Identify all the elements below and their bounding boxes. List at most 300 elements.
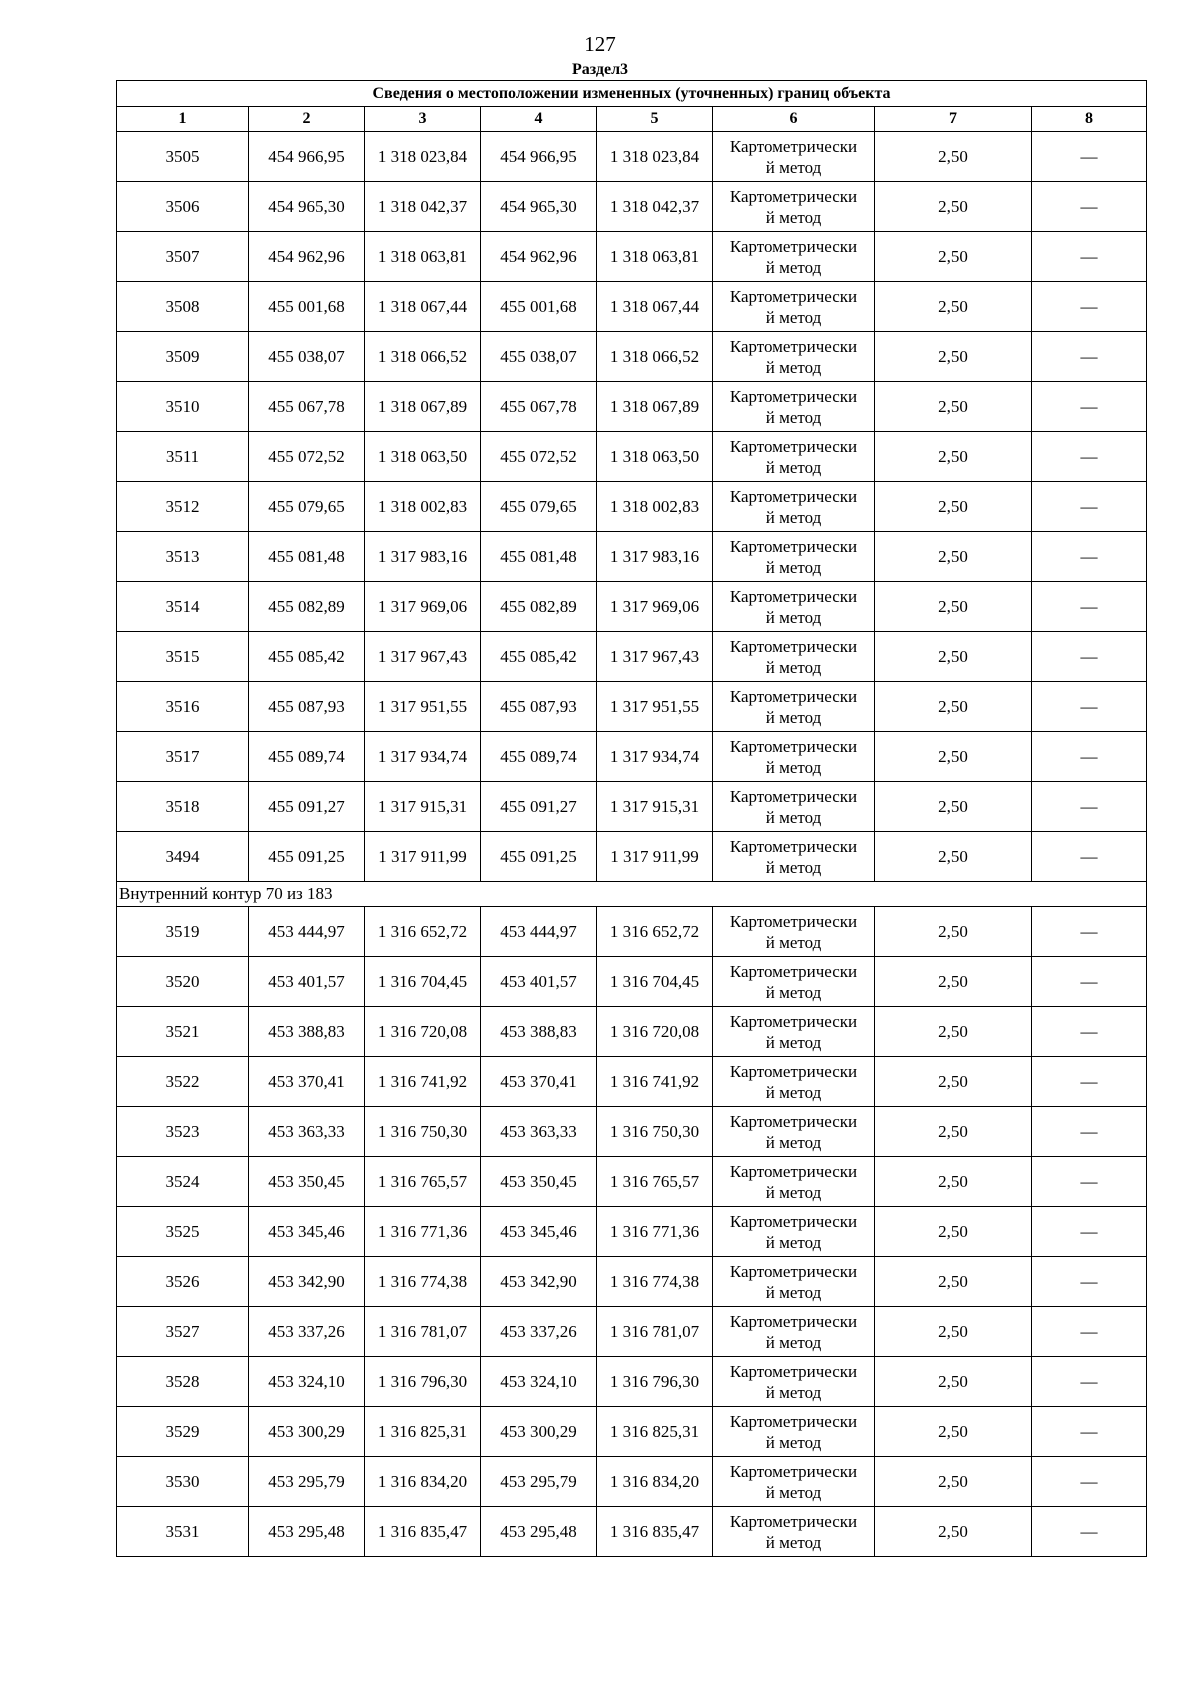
method-line: й метод (765, 457, 822, 477)
x-coordinate-refined-cell: 453 350,45 (481, 1157, 597, 1207)
y-coordinate-refined-cell: 1 317 915,31 (597, 782, 713, 832)
method-cell (713, 682, 875, 732)
point-number-cell: 3519 (117, 907, 249, 957)
column-number: 5 (597, 107, 713, 132)
method-line: Картометрически (729, 686, 858, 706)
method-cell (713, 1507, 875, 1557)
table-row (117, 1307, 1147, 1357)
y-coordinate-refined-cell: 1 317 967,43 (597, 632, 713, 682)
column-number-row (117, 107, 1147, 132)
method-line: й метод (765, 1482, 822, 1502)
column-number: 2 (249, 107, 365, 132)
point-number-cell: 3505 (117, 132, 249, 182)
method-line: Картометрически (729, 336, 858, 356)
method-line: Картометрически (729, 911, 858, 931)
precision-cell: 2,50 (875, 1057, 1032, 1107)
x-coordinate-refined-cell: 453 370,41 (481, 1057, 597, 1107)
method-line: Картометрически (729, 1061, 858, 1081)
y-coordinate-cell: 1 316 750,30 (365, 1107, 481, 1157)
y-coordinate-cell: 1 317 969,06 (365, 582, 481, 632)
method-line: Картометрически (729, 736, 858, 756)
method-line: й метод (765, 507, 822, 527)
y-coordinate-refined-cell: 1 316 796,30 (597, 1357, 713, 1407)
precision-cell: 2,50 (875, 432, 1032, 482)
dash-cell: — (1032, 632, 1147, 682)
x-coordinate-refined-cell: 455 072,52 (481, 432, 597, 482)
x-coordinate-cell: 453 300,29 (249, 1407, 365, 1457)
column-number: 8 (1032, 107, 1147, 132)
method-line: Картометрически (729, 1211, 858, 1231)
point-number-cell: 3507 (117, 232, 249, 282)
method-line: й метод (765, 1432, 822, 1452)
table-row (117, 957, 1147, 1007)
dash-cell: — (1032, 782, 1147, 832)
x-coordinate-refined-cell: 455 067,78 (481, 382, 597, 432)
outer-contour-rows (117, 132, 1147, 882)
method-line: Картометрически (729, 786, 858, 806)
method-line: й метод (765, 1332, 822, 1352)
precision-cell: 2,50 (875, 482, 1032, 532)
column-number: 1 (117, 107, 249, 132)
precision-cell: 2,50 (875, 182, 1032, 232)
point-number-cell: 3509 (117, 332, 249, 382)
x-coordinate-cell: 455 091,25 (249, 832, 365, 882)
method-line: Картометрически (729, 961, 858, 981)
method-cell (713, 1157, 875, 1207)
point-number-cell: 3494 (117, 832, 249, 882)
method-line: й метод (765, 1232, 822, 1252)
method-line: Картометрически (729, 636, 858, 656)
y-coordinate-refined-cell: 1 316 834,20 (597, 1457, 713, 1507)
method-line: й метод (765, 1032, 822, 1052)
method-cell (713, 957, 875, 1007)
method-cell (713, 182, 875, 232)
table-row (117, 682, 1147, 732)
x-coordinate-refined-cell: 453 345,46 (481, 1207, 597, 1257)
precision-cell: 2,50 (875, 907, 1032, 957)
x-coordinate-refined-cell: 453 295,79 (481, 1457, 597, 1507)
x-coordinate-refined-cell: 454 966,95 (481, 132, 597, 182)
contour-label: Внутренний контур 70 из 183 (117, 882, 1147, 907)
y-coordinate-cell: 1 317 983,16 (365, 532, 481, 582)
x-coordinate-cell: 453 444,97 (249, 907, 365, 957)
y-coordinate-refined-cell: 1 316 704,45 (597, 957, 713, 1007)
precision-cell: 2,50 (875, 532, 1032, 582)
y-coordinate-cell: 1 316 704,45 (365, 957, 481, 1007)
method-line: й метод (765, 657, 822, 677)
x-coordinate-refined-cell: 455 091,27 (481, 782, 597, 832)
column-number: 7 (875, 107, 1032, 132)
y-coordinate-cell: 1 318 042,37 (365, 182, 481, 232)
x-coordinate-cell: 454 965,30 (249, 182, 365, 232)
x-coordinate-cell: 453 295,79 (249, 1457, 365, 1507)
method-line: Картометрически (729, 486, 858, 506)
y-coordinate-refined-cell: 1 317 951,55 (597, 682, 713, 732)
table-row (117, 732, 1147, 782)
method-line: Картометрически (729, 236, 858, 256)
dash-cell: — (1032, 832, 1147, 882)
y-coordinate-cell: 1 316 720,08 (365, 1007, 481, 1057)
method-line: Картометрически (729, 536, 858, 556)
x-coordinate-cell: 455 082,89 (249, 582, 365, 632)
dash-cell: — (1032, 907, 1147, 957)
method-cell (713, 582, 875, 632)
coordinates-table (116, 80, 1147, 1557)
y-coordinate-refined-cell: 1 316 835,47 (597, 1507, 713, 1557)
table-row (117, 1157, 1147, 1207)
column-number: 3 (365, 107, 481, 132)
method-cell (713, 282, 875, 332)
precision-cell: 2,50 (875, 1157, 1032, 1207)
point-number-cell: 3520 (117, 957, 249, 1007)
x-coordinate-cell: 455 072,52 (249, 432, 365, 482)
point-number-cell: 3506 (117, 182, 249, 232)
x-coordinate-cell: 453 324,10 (249, 1357, 365, 1407)
method-cell (713, 432, 875, 482)
y-coordinate-cell: 1 316 834,20 (365, 1457, 481, 1507)
x-coordinate-refined-cell: 455 038,07 (481, 332, 597, 382)
precision-cell: 2,50 (875, 1407, 1032, 1457)
dash-cell: — (1032, 532, 1147, 582)
y-coordinate-refined-cell: 1 318 063,81 (597, 232, 713, 282)
dash-cell: — (1032, 957, 1147, 1007)
y-coordinate-cell: 1 316 741,92 (365, 1057, 481, 1107)
y-coordinate-cell: 1 316 835,47 (365, 1507, 481, 1557)
method-cell (713, 1357, 875, 1407)
dash-cell: — (1032, 582, 1147, 632)
precision-cell: 2,50 (875, 732, 1032, 782)
x-coordinate-refined-cell: 454 962,96 (481, 232, 597, 282)
precision-cell: 2,50 (875, 782, 1032, 832)
method-cell (713, 1057, 875, 1107)
point-number-cell: 3518 (117, 782, 249, 832)
contour-separator (117, 882, 1147, 907)
precision-cell: 2,50 (875, 682, 1032, 732)
table-row (117, 332, 1147, 382)
method-line: й метод (765, 307, 822, 327)
method-line: й метод (765, 932, 822, 952)
x-coordinate-refined-cell: 454 965,30 (481, 182, 597, 232)
method-cell (713, 1207, 875, 1257)
table-row (117, 232, 1147, 282)
table-row (117, 282, 1147, 332)
y-coordinate-refined-cell: 1 316 652,72 (597, 907, 713, 957)
method-line: Картометрически (729, 136, 858, 156)
precision-cell: 2,50 (875, 1507, 1032, 1557)
method-line: Картометрически (729, 1261, 858, 1281)
method-line: й метод (765, 757, 822, 777)
table-row (117, 382, 1147, 432)
point-number-cell: 3514 (117, 582, 249, 632)
point-number-cell: 3529 (117, 1407, 249, 1457)
dash-cell: — (1032, 1307, 1147, 1357)
x-coordinate-cell: 455 089,74 (249, 732, 365, 782)
method-line: й метод (765, 1532, 822, 1552)
precision-cell: 2,50 (875, 582, 1032, 632)
y-coordinate-refined-cell: 1 317 911,99 (597, 832, 713, 882)
x-coordinate-cell: 453 337,26 (249, 1307, 365, 1357)
point-number-cell: 3515 (117, 632, 249, 682)
point-number-cell: 3521 (117, 1007, 249, 1057)
method-line: Картометрически (729, 1411, 858, 1431)
method-line: й метод (765, 1282, 822, 1302)
x-coordinate-refined-cell: 453 300,29 (481, 1407, 597, 1457)
point-number-cell: 3517 (117, 732, 249, 782)
point-number-cell: 3512 (117, 482, 249, 532)
y-coordinate-refined-cell: 1 318 042,37 (597, 182, 713, 232)
y-coordinate-refined-cell: 1 316 741,92 (597, 1057, 713, 1107)
inner-contour-rows (117, 907, 1147, 1557)
method-cell (713, 1407, 875, 1457)
y-coordinate-refined-cell: 1 316 765,57 (597, 1157, 713, 1207)
x-coordinate-cell: 455 038,07 (249, 332, 365, 382)
precision-cell: 2,50 (875, 632, 1032, 682)
table-row (117, 1257, 1147, 1307)
method-line: Картометрически (729, 186, 858, 206)
table-row (117, 1057, 1147, 1107)
x-coordinate-cell: 455 085,42 (249, 632, 365, 682)
y-coordinate-refined-cell: 1 316 781,07 (597, 1307, 713, 1357)
y-coordinate-cell: 1 316 774,38 (365, 1257, 481, 1307)
y-coordinate-cell: 1 318 063,81 (365, 232, 481, 282)
table-row (117, 907, 1147, 957)
dash-cell: — (1032, 1457, 1147, 1507)
table-row (117, 132, 1147, 182)
x-coordinate-refined-cell: 453 363,33 (481, 1107, 597, 1157)
y-coordinate-cell: 1 318 067,44 (365, 282, 481, 332)
page-number: 127 (584, 32, 616, 56)
x-coordinate-cell: 455 081,48 (249, 532, 365, 582)
method-line: Картометрически (729, 1011, 858, 1031)
precision-cell: 2,50 (875, 957, 1032, 1007)
dash-cell: — (1032, 332, 1147, 382)
y-coordinate-cell: 1 317 967,43 (365, 632, 481, 682)
y-coordinate-cell: 1 316 796,30 (365, 1357, 481, 1407)
x-coordinate-cell: 455 001,68 (249, 282, 365, 332)
precision-cell: 2,50 (875, 1457, 1032, 1507)
y-coordinate-cell: 1 318 066,52 (365, 332, 481, 382)
method-line: й метод (765, 982, 822, 1002)
y-coordinate-cell: 1 316 825,31 (365, 1407, 481, 1457)
point-number-cell: 3522 (117, 1057, 249, 1107)
y-coordinate-refined-cell: 1 316 825,31 (597, 1407, 713, 1457)
method-line: й метод (765, 257, 822, 277)
dash-cell: — (1032, 1507, 1147, 1557)
method-line: Картометрически (729, 1311, 858, 1331)
x-coordinate-cell: 455 087,93 (249, 682, 365, 732)
y-coordinate-refined-cell: 1 316 774,38 (597, 1257, 713, 1307)
method-line: Картометрически (729, 586, 858, 606)
x-coordinate-cell: 453 363,33 (249, 1107, 365, 1157)
dash-cell: — (1032, 1107, 1147, 1157)
column-number: 6 (713, 107, 875, 132)
method-line: Картометрически (729, 386, 858, 406)
method-line: й метод (765, 1182, 822, 1202)
dash-cell: — (1032, 282, 1147, 332)
method-line: й метод (765, 707, 822, 727)
y-coordinate-cell: 1 317 934,74 (365, 732, 481, 782)
method-cell (713, 232, 875, 282)
column-number: 4 (481, 107, 597, 132)
x-coordinate-refined-cell: 453 401,57 (481, 957, 597, 1007)
y-coordinate-refined-cell: 1 318 023,84 (597, 132, 713, 182)
method-line: Картометрически (729, 286, 858, 306)
table-caption: Сведения о местоположении измененных (уточненных) границ объекта (117, 81, 1147, 107)
x-coordinate-cell: 455 091,27 (249, 782, 365, 832)
x-coordinate-refined-cell: 453 337,26 (481, 1307, 597, 1357)
precision-cell: 2,50 (875, 1257, 1032, 1307)
dash-cell: — (1032, 1007, 1147, 1057)
point-number-cell: 3525 (117, 1207, 249, 1257)
x-coordinate-refined-cell: 455 091,25 (481, 832, 597, 882)
method-line: й метод (765, 1382, 822, 1402)
x-coordinate-refined-cell: 453 324,10 (481, 1357, 597, 1407)
x-coordinate-cell: 453 295,48 (249, 1507, 365, 1557)
point-number-cell: 3513 (117, 532, 249, 582)
dash-cell: — (1032, 432, 1147, 482)
method-cell (713, 907, 875, 957)
y-coordinate-cell: 1 316 765,57 (365, 1157, 481, 1207)
x-coordinate-refined-cell: 453 295,48 (481, 1507, 597, 1557)
method-line: й метод (765, 407, 822, 427)
method-line: й метод (765, 1082, 822, 1102)
dash-cell: — (1032, 1357, 1147, 1407)
point-number-cell: 3510 (117, 382, 249, 432)
dash-cell: — (1032, 1407, 1147, 1457)
y-coordinate-refined-cell: 1 316 771,36 (597, 1207, 713, 1257)
method-line: й метод (765, 157, 822, 177)
x-coordinate-refined-cell: 455 089,74 (481, 732, 597, 782)
precision-cell: 2,50 (875, 132, 1032, 182)
table-row (117, 832, 1147, 882)
table-row (117, 1207, 1147, 1257)
method-line: Картометрически (729, 436, 858, 456)
y-coordinate-refined-cell: 1 317 983,16 (597, 532, 713, 582)
y-coordinate-refined-cell: 1 316 720,08 (597, 1007, 713, 1057)
point-number-cell: 3530 (117, 1457, 249, 1507)
method-line: Картометрически (729, 836, 858, 856)
point-number-cell: 3511 (117, 432, 249, 482)
table-row (117, 782, 1147, 832)
y-coordinate-refined-cell: 1 318 066,52 (597, 332, 713, 382)
method-cell (713, 632, 875, 682)
precision-cell: 2,50 (875, 1107, 1032, 1157)
method-line: й метод (765, 207, 822, 227)
x-coordinate-refined-cell: 455 079,65 (481, 482, 597, 532)
method-line: Картометрически (729, 1361, 858, 1381)
method-line: Картометрически (729, 1511, 858, 1531)
method-line: й метод (765, 557, 822, 577)
y-coordinate-refined-cell: 1 318 067,89 (597, 382, 713, 432)
point-number-cell: 3523 (117, 1107, 249, 1157)
table-row (117, 1407, 1147, 1457)
y-coordinate-refined-cell: 1 317 934,74 (597, 732, 713, 782)
table-row (117, 432, 1147, 482)
x-coordinate-cell: 455 079,65 (249, 482, 365, 532)
y-coordinate-cell: 1 317 915,31 (365, 782, 481, 832)
dash-cell: — (1032, 132, 1147, 182)
x-coordinate-cell: 453 345,46 (249, 1207, 365, 1257)
dash-cell: — (1032, 1257, 1147, 1307)
method-line: й метод (765, 857, 822, 877)
x-coordinate-refined-cell: 455 082,89 (481, 582, 597, 632)
precision-cell: 2,50 (875, 1357, 1032, 1407)
method-cell (713, 1457, 875, 1507)
method-cell (713, 1307, 875, 1357)
precision-cell: 2,50 (875, 832, 1032, 882)
x-coordinate-refined-cell: 453 444,97 (481, 907, 597, 957)
method-cell (713, 1107, 875, 1157)
method-line: Картометрически (729, 1461, 858, 1481)
dash-cell: — (1032, 1057, 1147, 1107)
y-coordinate-cell: 1 318 063,50 (365, 432, 481, 482)
precision-cell: 2,50 (875, 1207, 1032, 1257)
x-coordinate-cell: 453 388,83 (249, 1007, 365, 1057)
x-coordinate-cell: 454 966,95 (249, 132, 365, 182)
table-row (117, 1507, 1147, 1557)
y-coordinate-cell: 1 316 771,36 (365, 1207, 481, 1257)
dash-cell: — (1032, 682, 1147, 732)
dash-cell: — (1032, 1157, 1147, 1207)
table-row (117, 1007, 1147, 1057)
method-cell (713, 532, 875, 582)
precision-cell: 2,50 (875, 282, 1032, 332)
method-cell (713, 1257, 875, 1307)
dash-cell: — (1032, 182, 1147, 232)
dash-cell: — (1032, 1207, 1147, 1257)
method-line: й метод (765, 607, 822, 627)
point-number-cell: 3526 (117, 1257, 249, 1307)
x-coordinate-cell: 455 067,78 (249, 382, 365, 432)
y-coordinate-cell: 1 318 067,89 (365, 382, 481, 432)
precision-cell: 2,50 (875, 1007, 1032, 1057)
dash-cell: — (1032, 382, 1147, 432)
dash-cell: — (1032, 482, 1147, 532)
point-number-cell: 3524 (117, 1157, 249, 1207)
method-cell (713, 832, 875, 882)
precision-cell: 2,50 (875, 232, 1032, 282)
x-coordinate-cell: 453 342,90 (249, 1257, 365, 1307)
x-coordinate-refined-cell: 453 342,90 (481, 1257, 597, 1307)
method-cell (713, 1007, 875, 1057)
method-cell (713, 482, 875, 532)
precision-cell: 2,50 (875, 1307, 1032, 1357)
x-coordinate-cell: 453 370,41 (249, 1057, 365, 1107)
y-coordinate-refined-cell: 1 318 002,83 (597, 482, 713, 532)
table-row (117, 182, 1147, 232)
section-title: Раздел3 (571, 61, 629, 78)
method-cell (713, 382, 875, 432)
point-number-cell: 3527 (117, 1307, 249, 1357)
method-line: й метод (765, 357, 822, 377)
point-number-cell: 3531 (117, 1507, 249, 1557)
table-row (117, 1457, 1147, 1507)
x-coordinate-refined-cell: 455 081,48 (481, 532, 597, 582)
precision-cell: 2,50 (875, 382, 1032, 432)
method-line: й метод (765, 807, 822, 827)
point-number-cell: 3528 (117, 1357, 249, 1407)
table-row (117, 532, 1147, 582)
method-line: Картометрически (729, 1111, 858, 1131)
y-coordinate-refined-cell: 1 316 750,30 (597, 1107, 713, 1157)
point-number-cell: 3508 (117, 282, 249, 332)
x-coordinate-refined-cell: 455 087,93 (481, 682, 597, 732)
method-cell (713, 332, 875, 382)
y-coordinate-cell: 1 317 911,99 (365, 832, 481, 882)
y-coordinate-refined-cell: 1 317 969,06 (597, 582, 713, 632)
precision-cell: 2,50 (875, 332, 1032, 382)
y-coordinate-cell: 1 318 002,83 (365, 482, 481, 532)
